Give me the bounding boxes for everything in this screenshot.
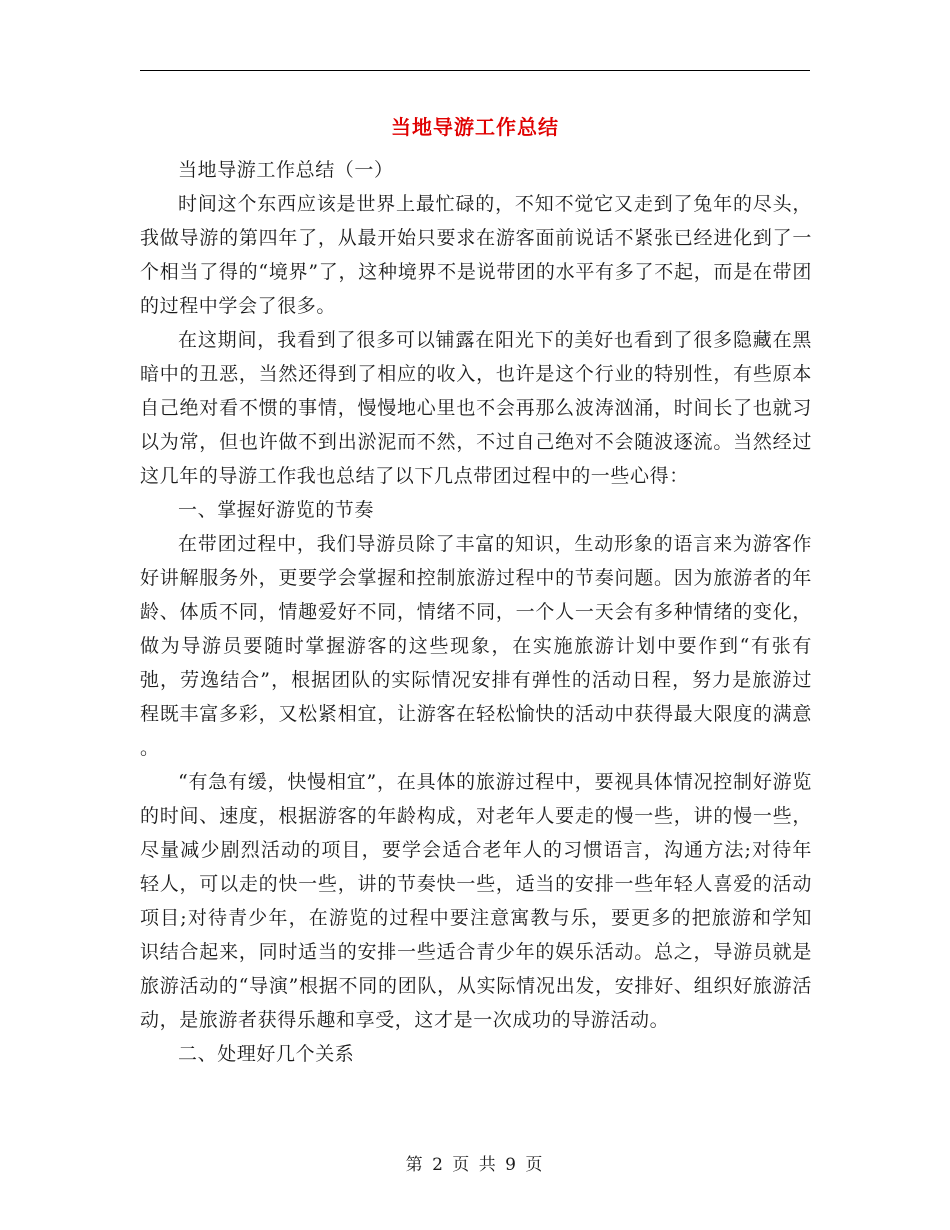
page-footer: 第 2 页 共 9 页 xyxy=(405,1155,545,1175)
header-rule xyxy=(140,70,810,71)
section-heading: 当地导游工作总结（一） xyxy=(178,159,394,181)
document-body xyxy=(140,153,812,1071)
body-paragraph: 在这期间，我看到了很多可以铺露在阳光下的美好也看到了很多隐藏在黑暗中的丑恶，当然还得到了相应的收入，也许是这个行业的特别性，有些原本自己绝对看不惯的事情，慢慢地心里也不会再那么波涛汹涌，时间长了也就习以为常，但也许做不到出淤泥而不然，不过自己绝对不会随波逐流。当然经过这几年的导游工作我也总结了以下几点带团过程中的一些心得： xyxy=(140,329,812,487)
section-heading: 二、处理好几个关系 xyxy=(178,1043,355,1065)
body-paragraph: 时间这个东西应该是世界上最忙碌的，不知不觉它又走到了兔年的尽头，我做导游的第四年了，从最开始只要求在游客面前说话不紧张已经进化到了一个相当了得的“境界”了，这种境界不是说带团的水平有多了不起，而是在带团的过程中学会了很多。 xyxy=(140,193,812,317)
body-paragraph: 在带团过程中，我们导游员除了丰富的知识，生动形象的语言来为游客作好讲解服务外，更要学会掌握和控制旅游过程中的节奏问题。因为旅游者的年龄、体质不同，情趣爱好不同，情绪不同，一个人一天会有多种情绪的变化，做为导游员要随时掌握游客的这些现象，在实施旅游计划中要作到“有张有弛，劳逸结合”，根据团队的实际情况安排有弹性的活动日程，努力是旅游过程既丰富多彩，又松紧相宜，让游客在轻松愉快的活动中获得最大限度的满意 。 xyxy=(140,533,812,759)
document-title: 当地导游工作总结 xyxy=(391,115,559,139)
section-heading: 一、掌握好游览的节奏 xyxy=(178,499,375,521)
body-paragraph: “有急有缓，快慢相宜”，在具体的旅游过程中，要视具体情况控制好游览的时间、速度，根据游客的年龄构成，对老年人要走的慢一些，讲的慢一些，尽量减少剧烈活动的项目，要学会适合老年人的习惯语言，沟通方法;对待年轻人，可以走的快一些，讲的节奏快一些，适当的安排一些年轻人喜爱的活动项目;对待青少年，在游览的过程中要注意寓教与乐，要更多的把旅游和学知识结合起来，同时适当的安排一些适合青少年的娱乐活动。总之，导游员就是旅游活动的“导演”根据不同的团队，从实际情况出发，安排好、组织好旅游活动，是旅游者获得乐趣和享受，这才是一次成功的导游活动。 xyxy=(140,771,812,1031)
